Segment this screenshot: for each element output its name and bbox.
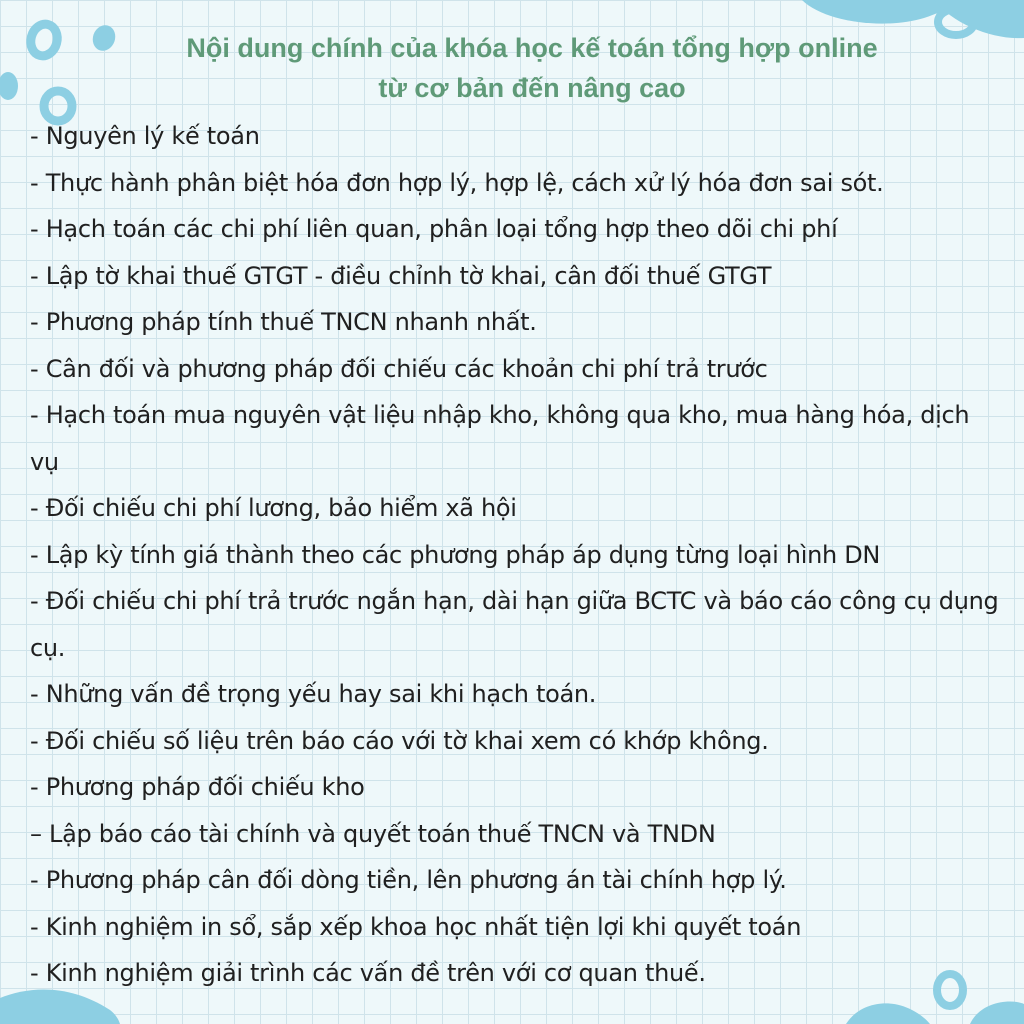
list-item: - Những vấn đề trọng yếu hay sai khi hạch toán.	[30, 680, 597, 708]
list-item: - Lập tờ khai thuế GTGT - điều chỉnh tờ khai, cân đối thuế GTGT	[30, 261, 772, 290]
list-item: - Phương pháp cân đối dòng tiền, lên phương án tài chính hợp lý.	[30, 866, 787, 894]
list-item: - Kinh nghiệm in sổ, sắp xếp khoa học nhất tiện lợi khi quyết toán	[30, 912, 802, 941]
list-item: - Lập kỳ tính giá thành theo các phương pháp áp dụng từng loại hình DN	[30, 540, 881, 569]
list-item: - Kinh nghiệm giải trình các vấn đề trên với cơ quan thuế.	[30, 959, 706, 987]
course-content-list	[30, 113, 1005, 997]
list-item: - Cân đối và phương pháp đối chiếu các khoản chi phí trả trước	[30, 354, 768, 383]
list-item: - Thực hành phân biệt hóa đơn hợp lý, hợp lệ, cách xử lý hóa đơn sai sót.	[30, 168, 884, 197]
list-item: - Hạch toán mua nguyên vật liệu nhập kho, không qua kho, mua hàng hóa, dịch vụ	[30, 401, 970, 476]
list-item: - Đối chiếu chi phí lương, bảo hiểm xã hội	[30, 494, 517, 522]
page-title	[0, 28, 1024, 108]
list-item: - Phương pháp đối chiếu kho	[30, 773, 365, 801]
list-item: - Đối chiếu chi phí trả trước ngắn hạn, dài hạn giữa BCTC và báo cáo công cụ dụng cụ.	[30, 587, 999, 662]
list-item: – Lập báo cáo tài chính và quyết toán thuế TNCN và TNDN	[30, 819, 716, 848]
list-item: - Đối chiếu số liệu trên báo cáo với tờ khai xem có khớp không.	[30, 726, 769, 755]
list-item: - Nguyên lý kế toán	[30, 122, 260, 150]
title-line-2: từ cơ bản đến nâng cao	[378, 73, 686, 103]
list-item: - Hạch toán các chi phí liên quan, phân loại tổng hợp theo dõi chi phí	[30, 215, 838, 243]
list-item: - Phương pháp tính thuế TNCN nhanh nhất.	[30, 308, 537, 336]
title-line-1: Nội dung chính của khóa học kế toán tổng hợp online	[186, 33, 878, 63]
